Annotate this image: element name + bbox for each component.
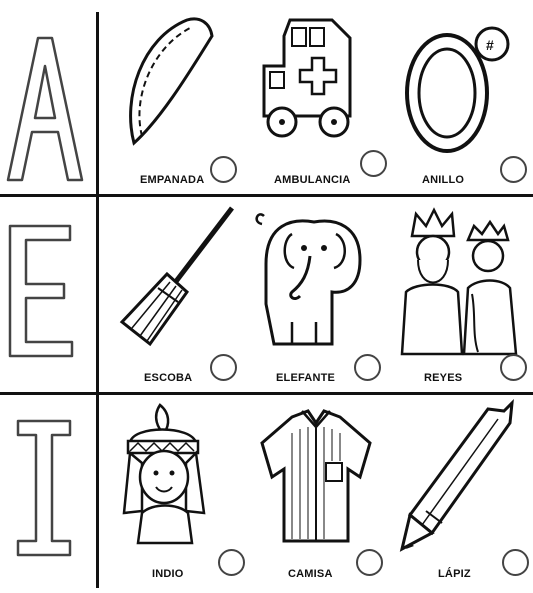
svg-text:#: #	[486, 37, 494, 53]
answer-circle-elefante[interactable]	[354, 354, 381, 381]
answer-circle-camisa[interactable]	[356, 549, 383, 576]
cell-ambulancia	[252, 8, 392, 194]
letter-a-outline	[0, 0, 92, 194]
empanada-icon	[112, 8, 222, 158]
row-letter-e	[0, 196, 533, 392]
cell-camisa	[252, 403, 392, 588]
word-anillo: ANILLO	[422, 174, 465, 186]
ring-icon	[392, 8, 512, 158]
answer-circle-lapiz[interactable]	[502, 549, 529, 576]
broom-icon	[112, 204, 242, 354]
cell-anillo	[392, 8, 532, 194]
cell-lapiz	[392, 403, 532, 588]
word-elefante: ELEFANTE	[276, 372, 336, 384]
word-lapiz: LÁPIZ	[438, 568, 471, 580]
word-camisa: CAMISA	[288, 568, 333, 580]
cell-escoba	[112, 204, 252, 392]
answer-circle-anillo[interactable]	[500, 156, 527, 183]
word-reyes: REYES	[424, 372, 463, 384]
answer-circle-escoba[interactable]	[210, 354, 237, 381]
letter-i-outline	[0, 395, 92, 588]
row-letter-a	[0, 0, 533, 194]
kings-icon	[392, 204, 522, 354]
native-child-icon	[112, 403, 222, 553]
answer-circle-indio[interactable]	[218, 549, 245, 576]
answer-circle-reyes[interactable]	[500, 354, 527, 381]
shirt-icon	[252, 403, 382, 553]
word-ambulancia: AMBULANCIA	[274, 174, 351, 186]
word-indio: INDIO	[152, 568, 184, 580]
elephant-icon	[252, 204, 372, 354]
word-escoba: ESCOBA	[144, 372, 193, 384]
answer-circle-ambulancia[interactable]	[360, 150, 387, 177]
cell-reyes	[392, 204, 532, 392]
cell-indio	[112, 403, 252, 588]
word-empanada: EMPANADA	[140, 174, 205, 186]
letter-e-outline	[0, 196, 92, 392]
answer-circle-empanada[interactable]	[210, 156, 237, 183]
row-letter-i	[0, 395, 533, 588]
pencil-icon	[392, 403, 512, 553]
cell-elefante	[252, 204, 392, 392]
ambulance-icon	[252, 8, 362, 148]
cell-empanada	[112, 8, 252, 194]
